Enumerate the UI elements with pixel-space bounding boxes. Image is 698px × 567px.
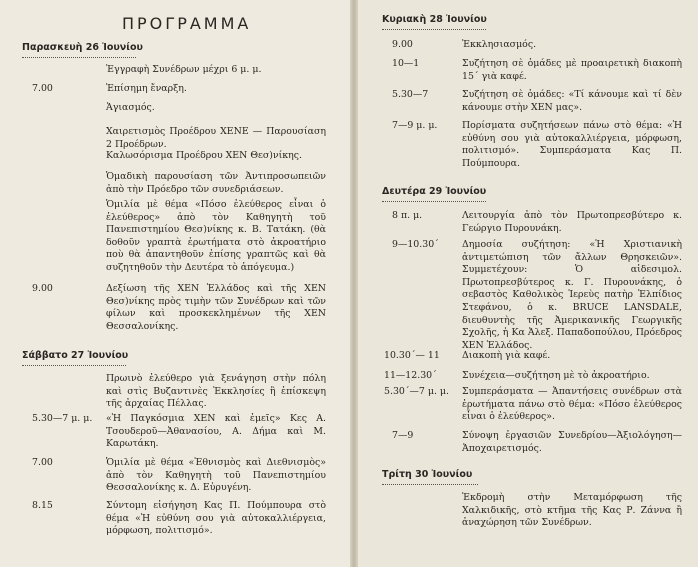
item-text: Ἐκδρομὴ στὴν Μεταμόρφωση τῆς Χαλκιδικῆς, στὸ κτῆμα τῆς Κας Ρ. Ζάννα ἢ ἀναχώρηση τῶν Συνέδρων. — [462, 492, 682, 529]
item-time: 5.30—7 μ. μ. — [32, 413, 93, 424]
item-time: 8 π. μ. — [392, 210, 423, 221]
page-title: ΠΡΟΓΡΑΜΜΑ — [122, 14, 252, 33]
item-text: Ὁμιλία μὲ θέμα «Ἐθνισμὸς καὶ Διεθνισμὸς» ἀπὸ τὸν Καθηγητὴ τοῦ Πανεπιστημίου Θεσσαλονίκης κ. Δ. Εὐρυγένη. — [106, 457, 326, 494]
item-text: Ὁμαδικὴ παρουσίαση τῶν Ἀντιπροσωπειῶν ἀπὸ τὴν Πρόεδρο τῶν συνεδριάσεων. — [106, 171, 326, 195]
item-text: Πορίσματα συζητήσεων πάνω στὸ θέμα: «Ἡ εὐθύνη σου γιὰ αὐτοκαλλιέργεια, μόρφωση, πολιτισμό». Συμπεράσματα Κας Π. Πούμπουρα. — [462, 120, 682, 169]
item-text: Ἐπίσημη ἔναρξη. — [106, 83, 187, 94]
item-text: «Ἡ Παγκόσμια ΧΕΝ καὶ ἐμεῖς» Κες Α. Τσουδεροῦ—Ἀθανασίου, Α. Δήμα καὶ Μ. Καρωτάκη. — [106, 413, 326, 450]
item-text: Δεξίωση τῆς ΧΕΝ Ἑλλάδος καὶ τῆς ΧΕΝ Θεσ)νίκης πρὸς τιμὴν τῶν Συνέδρων καὶ τῶν φίλων καὶ προσκεκλημένων τῆς ΧΕΝ Θεσσαλονίκης. — [106, 283, 326, 332]
item-text: Σύντομη εἰσήγηση Κας Π. Πούμπουρα στὸ θέμα «Ἡ εὐθύνη σου γιὰ αὐτοκαλλιέργεια, μόρφωση, πολιτισμό». — [106, 500, 326, 537]
item-text: Συμπεράσματα — Ἀπαντήσεις συνέδρων στὰ ἐρωτήματα πάνω στὸ θέμα: «Πόσο ἐλεύθερος εἶναι ὁ ἐλεύθερος». — [462, 386, 682, 423]
item-text: Χαιρετισμὸς Προέδρου ΧΕΝΕ — Παρουσίαση 2 Προέδρων. — [106, 126, 326, 150]
day-header-saturday: Σάββατο 27 Ἰουνίου — [22, 350, 126, 364]
item-text: Ἐγγραφὴ Συνέδρων μέχρι 6 μ. μ. — [106, 64, 262, 75]
day-header-friday: Παρασκευὴ 26 Ἰουνίου — [22, 42, 136, 56]
item-time: 9.00 — [32, 283, 53, 294]
item-time: 7—9 — [392, 430, 414, 441]
item-text: Συζήτηση σὲ ὁμάδες: «Τί κάνουμε καὶ τί δὲν κάνουμε στὴν ΧΕΝ μας». — [462, 89, 682, 113]
day-header-tuesday: Τρίτη 30 Ἰουνίου — [382, 469, 478, 483]
item-time: 9—10.30΄ — [392, 239, 439, 250]
item-time: 10.30΄— 11 — [384, 350, 440, 361]
item-time: 5.30΄—7 μ. μ. — [384, 386, 450, 397]
item-time: 7—9 μ. μ. — [392, 120, 438, 131]
item-text: Δημοσία συζήτηση: «Ἡ Χριστιανικὴ ἀντιμετώπιση τῶν ἄλλων Θρησκειῶν». Συμμετέχουν: Ὁ αἰδεσιμολ. Πρωτοπρεσβύτερος κ. Γ. Πυρουνάκης, ὁ σεβαστὸς Καθολικὸς Ἱερεὺς πατὴρ Ἐλπίδιος Στεφάνου, ὁ κ. BRUCE LANSDALE, διευθυντὴς τῆς Ἀμερικανικῆς Γεωργικῆς Σχολῆς, ἡ Κα Ἀλεξ. Παπαδοπούλου, Πρόεδρος ΧΕΝ Ἑλλάδος. — [462, 239, 682, 351]
item-time: 7.00 — [32, 83, 53, 94]
item-text: Σύνοψη ἐργασιῶν Συνεδρίου—Ἀξιολόγηση—Ἀποχαιρετισμός. — [462, 430, 682, 454]
item-time: 10—1 — [392, 58, 420, 69]
page-fold — [350, 0, 358, 567]
item-time: 8.15 — [32, 500, 53, 511]
item-text: Ὁμιλία μὲ θέμα «Πόσο ἐλεύθερος εἶναι ὁ ἐλεύθερος» ἀπὸ τὸν Καθηγητὴ τοῦ Πανεπιστημίου Θεσ)νίκης κ. Β. Τατάκη. (θὰ δοθοῦν γραπτὰ ἐρωτήματα στὸ ἀκροατήριο ποὺ θὰ ἀπαντηθοῦν ἐπίσης γραπτῶς καὶ θὰ συζητηθοῦν τὴν Δευτέρα τὸ ἀπόγευμα.) — [106, 199, 326, 273]
item-time: 9.00 — [392, 39, 413, 50]
day-header-sunday: Κυριακὴ 28 Ἰουνίου — [382, 14, 486, 28]
item-text: Ἁγιασμός. — [106, 102, 155, 113]
item-text: Καλωσόρισμα Προέδρου ΧΕΝ Θεσ)νίκης. — [106, 150, 303, 161]
item-time: 11—12.30΄ — [384, 370, 437, 381]
item-text: Συζήτηση σὲ ὁμάδες μὲ προαιρετικὴ διακοπὴ 15΄ γιὰ καφέ. — [462, 58, 682, 82]
item-text: Συνέχεια—συζήτηση μὲ τὸ ἀκροατήριο. — [462, 370, 650, 381]
item-text: Λειτουργία ἀπὸ τὸν Πρωτοπρεσβύτερο κ. Γεώργιο Πυρουνάκη. — [462, 210, 682, 234]
day-header-monday: Δευτέρα 29 Ἰουνίου — [382, 186, 486, 200]
item-text: Πρωινὸ ἐλεύθερο γιὰ ξενάγηση στὴν πόλη καὶ στὶς Βυζαντινὲς Ἐκκλησίες ἢ ἐπίσκεψη τῆς ἀρχαίας Πέλλας. — [106, 373, 326, 410]
item-time: 7.00 — [32, 457, 53, 468]
item-time: 5.30—7 — [392, 89, 429, 100]
item-text: Διακοπὴ γιὰ καφέ. — [462, 350, 551, 361]
item-text: Ἐκκλησιασμός. — [462, 39, 537, 50]
